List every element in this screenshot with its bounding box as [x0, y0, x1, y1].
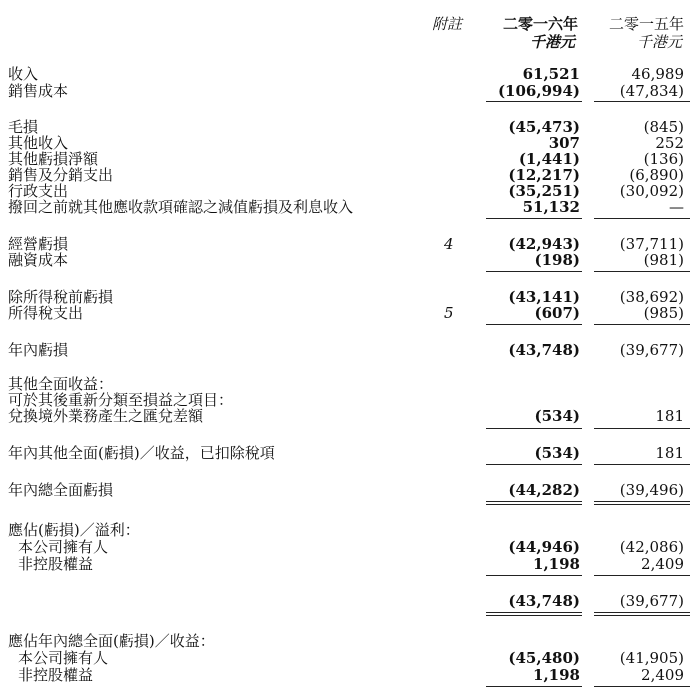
- note-ref: 4: [444, 235, 454, 253]
- double-rule-2016: [486, 612, 582, 613]
- subtotal-rule-2015: [594, 686, 690, 687]
- double-rule-2016: [486, 501, 582, 502]
- row-attr-ci-nci: [0, 667, 700, 683]
- row-label: 除所得稅前虧損: [8, 288, 114, 306]
- value-2015: 252: [655, 134, 684, 152]
- section-heading: 應佔(虧損)／溢利：: [8, 521, 140, 539]
- currency-2016-header: 千港元: [529, 33, 575, 51]
- double-rule-2016: [486, 504, 582, 505]
- value-2015: (38,692): [619, 288, 684, 306]
- value-2016: (44,946): [508, 538, 580, 556]
- row-label: 所得稅支出: [8, 304, 84, 322]
- row-label: 年內總全面虧損: [8, 481, 114, 499]
- subtotal-rule-2016: [486, 324, 582, 325]
- value-2016: (106,994): [497, 82, 580, 100]
- value-2015: 181: [655, 407, 684, 425]
- value-2015: (41,905): [619, 649, 684, 667]
- row-cost-of-sales: [0, 83, 700, 99]
- row-attr-ci-owners: [0, 650, 700, 666]
- row-loss-for-year: [0, 342, 700, 358]
- row-label: 融資成本: [8, 251, 69, 269]
- value-2016: (534): [534, 444, 580, 462]
- subtotal-rule-2016: [486, 218, 582, 219]
- value-2016: (607): [534, 304, 580, 322]
- row-attr-nci: [0, 556, 700, 572]
- row-label: 收入: [8, 65, 39, 83]
- value-2016: (43,748): [508, 341, 580, 359]
- row-other-income: [0, 135, 700, 151]
- row-oci-for-year: [0, 445, 700, 461]
- row-label: 兌換境外業務產生之匯兌差額: [8, 407, 204, 425]
- row-oci-subheading: [0, 392, 700, 408]
- row-selling-expenses: [0, 167, 700, 183]
- row-fx-difference: [0, 408, 700, 424]
- section-heading: 應佔年內總全面(虧損)／收益：: [8, 632, 215, 650]
- value-2016: 1,198: [533, 555, 580, 573]
- subtotal-rule-2016: [486, 464, 582, 465]
- value-2016: (534): [534, 407, 580, 425]
- row-finance-costs: [0, 252, 700, 268]
- year-2015-header: 二零一五年: [608, 15, 684, 33]
- row-total-ci-loss: [0, 482, 700, 498]
- subtotal-rule-2015: [594, 464, 690, 465]
- row-attributable-heading: [0, 522, 700, 538]
- section-subheading: 可於其後重新分類至損益之項目：: [8, 391, 234, 409]
- double-rule-2015: [594, 501, 690, 502]
- note-column-header: 附註: [432, 15, 463, 33]
- row-label: 銷售成本: [8, 82, 69, 100]
- value-2015: 181: [655, 444, 684, 462]
- row-operating-loss: [0, 236, 700, 252]
- value-2015: (136): [643, 150, 684, 168]
- row-label: 銷售及分銷支出: [8, 166, 114, 184]
- value-2015: (39,677): [619, 341, 684, 359]
- value-2015: (6,890): [629, 166, 684, 184]
- subtotal-rule-2015: [594, 428, 690, 429]
- row-loss-before-tax: [0, 289, 700, 305]
- row-attr-total: [0, 593, 700, 609]
- row-label: 其他收入: [8, 134, 69, 152]
- double-rule-2015: [594, 504, 690, 505]
- row-revenue: [0, 66, 700, 82]
- row-other-losses: [0, 151, 700, 167]
- row-label: 其他虧損淨額: [8, 150, 99, 168]
- value-2015: (985): [643, 304, 684, 322]
- value-2015: 2,409: [641, 555, 684, 573]
- double-rule-2015: [594, 612, 690, 613]
- subtotal-rule-2016: [486, 686, 582, 687]
- value-2015: (47,834): [619, 82, 684, 100]
- subtotal-rule-2015: [594, 271, 690, 272]
- row-label: 撥回之前就其他應收款項確認之減值虧損及利息收入: [8, 198, 354, 216]
- row-label: 行政支出: [8, 182, 69, 200]
- row-label: 非控股權益: [18, 555, 94, 573]
- value-2016: 1,198: [533, 666, 580, 684]
- value-2016: (12,217): [508, 166, 580, 184]
- value-2015: (39,496): [619, 481, 684, 499]
- subtotal-rule-2015: [594, 575, 690, 576]
- value-2015: (42,086): [619, 538, 684, 556]
- row-attr-total-ci-heading: [0, 633, 700, 649]
- row-label: 經營虧損: [8, 235, 69, 253]
- value-2015: (981): [643, 251, 684, 269]
- value-2015: (39,677): [619, 592, 684, 610]
- value-2016: (45,480): [508, 649, 580, 667]
- value-2016: (43,141): [508, 288, 580, 306]
- row-label: 本公司擁有人: [18, 649, 109, 667]
- row-attr-owners: [0, 539, 700, 555]
- value-2015: 46,989: [631, 65, 684, 83]
- subtotal-rule-2016: [486, 575, 582, 576]
- subtotal-rule-2016: [486, 428, 582, 429]
- value-2016: (44,282): [508, 481, 580, 499]
- value-2015: (30,092): [619, 182, 684, 200]
- value-2015: 2,409: [641, 666, 684, 684]
- row-income-tax: [0, 305, 700, 321]
- value-2015: (37,711): [619, 235, 684, 253]
- value-2016: (1,441): [518, 150, 580, 168]
- row-label: 年內其他全面(虧損)／收益，已扣除稅項: [8, 444, 275, 462]
- double-rule-2015: [594, 615, 690, 616]
- value-2016: (45,473): [508, 118, 580, 136]
- section-heading: 其他全面收益：: [8, 375, 114, 393]
- year-2016-header: 二零一六年: [502, 15, 578, 33]
- subtotal-rule-2016: [486, 271, 582, 272]
- value-2016: (35,251): [508, 182, 580, 200]
- row-label: 年內虧損: [8, 341, 69, 359]
- row-admin-expenses: [0, 183, 700, 199]
- row-oci-heading: [0, 376, 700, 392]
- value-2015: (845): [643, 118, 684, 136]
- subtotal-rule-2015: [594, 324, 690, 325]
- note-ref: 5: [444, 304, 454, 322]
- double-rule-2016: [486, 615, 582, 616]
- subtotal-rule-2016: [486, 101, 582, 102]
- subtotal-rule-2015: [594, 101, 690, 102]
- row-label: 非控股權益: [18, 666, 94, 684]
- currency-2015-header: 千港元: [636, 33, 682, 51]
- value-2016: 51,132: [522, 198, 580, 216]
- value-2016: (42,943): [508, 235, 580, 253]
- row-label: 毛損: [8, 118, 39, 136]
- value-2016: (43,748): [508, 592, 580, 610]
- row-writeback: [0, 199, 700, 215]
- value-2015: —: [669, 198, 684, 216]
- subtotal-rule-2015: [594, 218, 690, 219]
- row-gross-loss: [0, 119, 700, 135]
- value-2016: 61,521: [522, 65, 580, 83]
- value-2016: 307: [548, 134, 580, 152]
- value-2016: (198): [534, 251, 580, 269]
- row-label: 本公司擁有人: [18, 538, 109, 556]
